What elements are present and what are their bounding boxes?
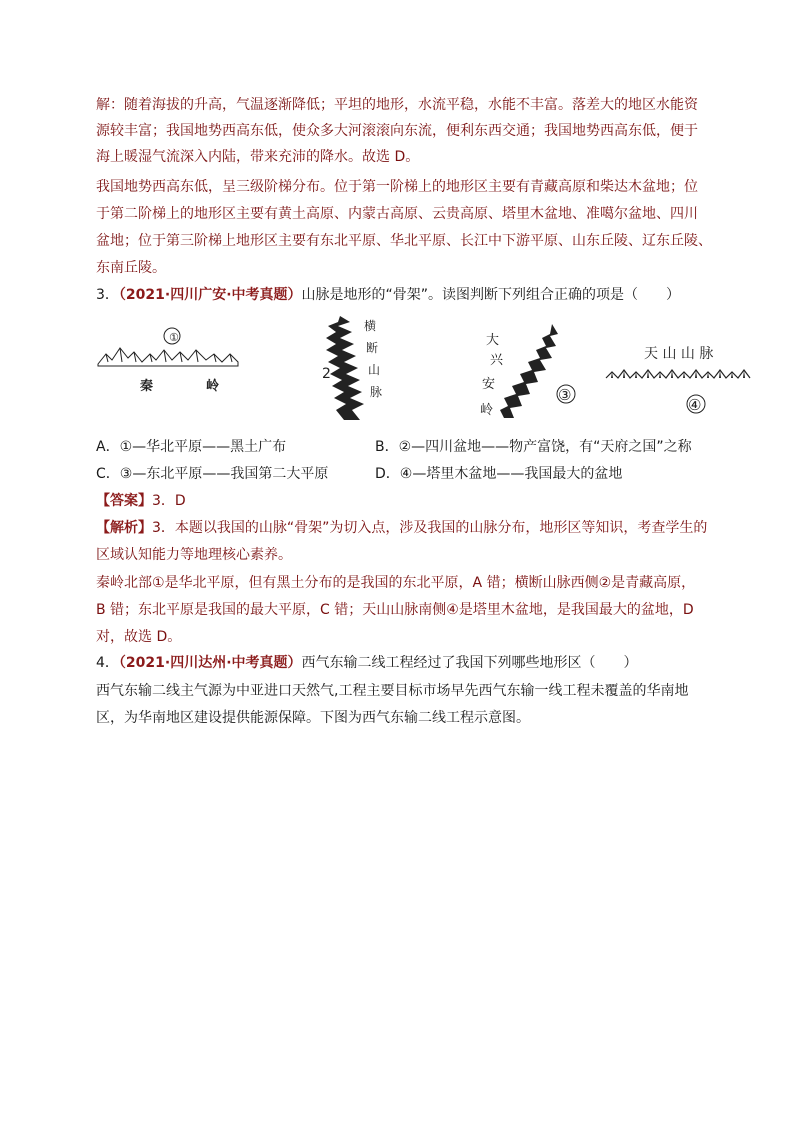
- figure-label: 岭: [480, 403, 494, 418]
- question-body-line: 区，为华南地区建设提供能源保障。下图为西气东输二线工程示意图。: [96, 710, 530, 726]
- option-b: B．②—四川盆地——物产富饶，有“天府之国”之称: [375, 439, 692, 455]
- mountain-range-icon: [604, 342, 754, 424]
- analysis-line: 于第二阶梯上的地形区主要有黄土高原、内蒙古高原、云贵高原、塔里木盆地、准噶尔盆地、四川: [96, 206, 698, 222]
- question-body-line: 西气东输二线主气源为中亚进口天然气,工程主要目标市场早先西气东输一线工程未覆盖的华南地: [96, 683, 689, 699]
- figure-label: 山: [368, 363, 381, 377]
- analysis-line: 盆地；位于第三阶梯上地形区主要有东北平原、华北平原、长江中下游平原、山东丘陵、辽东丘陵、: [96, 233, 712, 249]
- figure-label: 岭: [206, 379, 220, 394]
- question-number: 3．: [96, 287, 119, 303]
- figure-number: 2: [322, 366, 331, 382]
- mountain-figures: [96, 312, 756, 428]
- figure-label: 天 山 山 脉: [644, 346, 714, 362]
- question-number: 4．: [96, 655, 119, 671]
- answer-value: 3．D: [152, 493, 186, 509]
- analysis-line: B 错；东北平原是我国的最大平原，C 错；天山山脉南侧④是塔里木盆地，是我国最大的盆地，D: [96, 602, 694, 618]
- figure-number: ①: [169, 331, 179, 344]
- analysis-tag: 【解析】: [96, 520, 152, 536]
- figure-label: 脉: [370, 385, 383, 399]
- answer-line: [96, 491, 186, 511]
- figure-label: 大: [486, 333, 500, 348]
- figure-daxinganling: [476, 318, 586, 424]
- figure-label: 兴: [490, 353, 504, 368]
- figure-hengduan: [316, 312, 386, 424]
- analysis-line: 解：随着海拔的升高，气温逐渐降低；平坦的地形，水流平稳，水能不丰富。落差大的地区水能资: [96, 97, 698, 113]
- analysis-line: 源较丰富；我国地势西高东低，使众多大河滚滚向东流，便利东西交通；我国地势西高东低，便于: [96, 123, 698, 139]
- figure-number: ③: [558, 386, 572, 404]
- option-c: C．③—东北平原——我国第二大平原: [96, 466, 329, 482]
- option-d: D．④—塔里木盆地——我国最大的盆地: [375, 466, 623, 482]
- option-a: A．①—华北平原——黑土广布: [96, 439, 287, 455]
- question-text: 西气东输二线工程经过了我国下列哪些地形区（ ）: [301, 655, 638, 671]
- figure-number: ④: [688, 396, 702, 414]
- question-4-stem: [96, 653, 638, 673]
- figure-label: 横: [364, 319, 377, 333]
- question-text: 山脉是地形的“骨架”。读图判断下列组合正确的项是（ ）: [301, 287, 681, 303]
- analysis-line: 对，故选 D。: [96, 629, 182, 645]
- question-source: （2021·四川达州·中考真题）: [118, 655, 302, 671]
- answer-tag: 【答案】: [96, 493, 152, 509]
- figure-label: 秦: [140, 379, 154, 394]
- figure-tianshan: [604, 342, 754, 424]
- figure-label: 断: [366, 341, 379, 355]
- analysis-text: 3．本题以我国的山脉“骨架”为切入点，涉及我国的山脉分布，地形区等知识，考查学生的: [152, 520, 708, 536]
- figure-label: 安: [482, 377, 496, 392]
- question-source: （2021·四川广安·中考真题）: [118, 287, 302, 303]
- mountain-range-icon: [316, 312, 386, 424]
- analysis-line: 秦岭北部①是华北平原，但有黑土分布的是我国的东北平原，A 错；横断山脉西侧②是青藏高原，: [96, 575, 696, 591]
- analysis-line: 东南丘陵。: [96, 260, 166, 276]
- mountain-range-icon: [476, 318, 586, 424]
- analysis-line: 我国地势西高东低，呈三级阶梯分布。位于第一阶梯上的地形区主要有青藏高原和柴达木盆地；位: [96, 179, 698, 195]
- analysis-line: [96, 518, 707, 538]
- mountain-range-icon: [96, 322, 246, 402]
- question-3-stem: [96, 285, 680, 305]
- analysis-line: 区域认知能力等地理核心素养。: [96, 547, 292, 563]
- analysis-line: 海上暖湿气流深入内陆，带来充沛的降水。故选 D。: [96, 149, 420, 165]
- figure-qinling: [96, 322, 246, 402]
